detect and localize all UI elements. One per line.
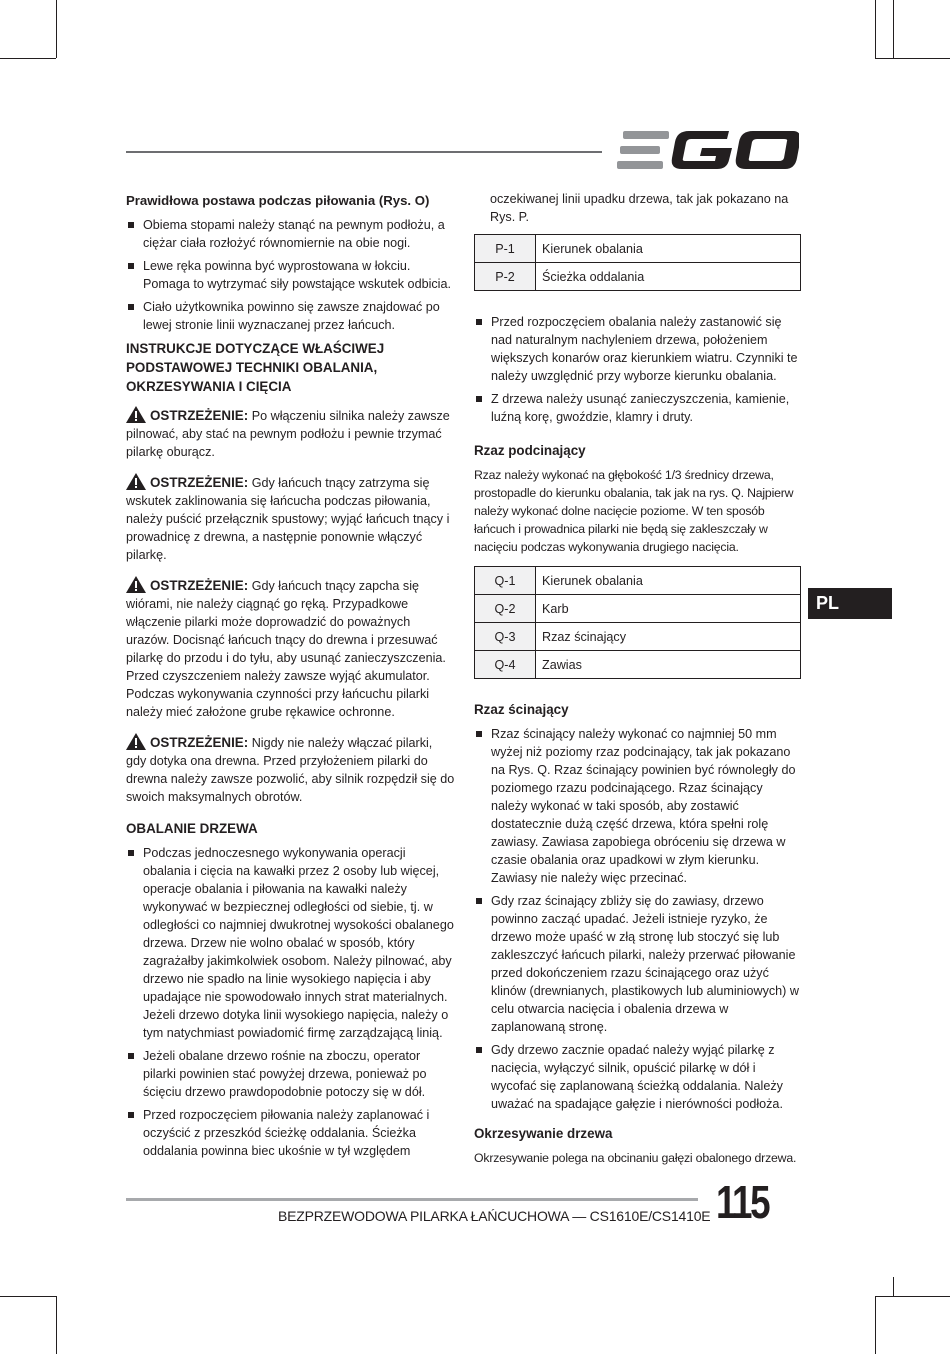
list-item [126,298,456,334]
list-item [474,390,802,426]
continued-text: oczekiwanej linii upadku drzewa, tak jak pokazano na Rys. P. [490,192,789,224]
warning-block [126,733,456,806]
crop-mark [56,1296,57,1354]
list-item-text: Jeżeli obalane drzewo rośnie na zboczu, operator pilarki powinien stać powyżej drzewa, ponieważ po ścięciu drzewo prawdopodobnie potoczy się w dół. [143,1049,427,1099]
list-item-text: Z drzewa należy usunąć zanieczyszczenia, kamienie, luźną korę, gwoździe, klamry i druty. [491,392,790,424]
table-cell-label: Zawias [536,651,801,679]
warning-block [126,473,456,564]
warning-text: Gdy łańcuch tnący zatrzyma się wskutek zaklinowania się łańcucha podczas piłowania, należy puścić przełącznik spustowy; wyjąć łańcuch tnący i prowadnicę z drewna, a następnie ponownie włączyć pilarkę. [126,476,450,562]
warning-label: OSTRZEŻENIE: [150,408,249,423]
table-cell-code: Q-3 [475,623,536,651]
list-item-text: Rzaz ścinający należy wykonać co najmniej 50 mm wyżej niż poziomy rzaz podcinający, tak jak pokazano na Rys. Q. Rzaz ścinający powinien być równoległy do poziomego rzazu podcinającego. Rzaz ścinający należy wykonać w taki sposób, aby zostawić dostatecznie dużą część drzewa, która spełni rolę zawiasy. Zawiasa zapobiega obróceniu się drzewa w czasie obalania oraz upadkowi w złym kierunku. Zawiasy nie należy więc przecinać. [491,727,796,885]
warning-triangle-icon [126,733,146,750]
list-item [126,1047,456,1101]
bullet-square-icon [128,850,134,856]
warning-label: OSTRZEŻENIE: [150,475,249,490]
crop-mark [875,1296,876,1354]
bullet-square-icon [128,263,134,269]
limbing-paragraph: Okrzesywanie polega na obcinaniu gałęzi obalonego drzewa. [474,1151,797,1165]
crop-mark [893,0,894,58]
header-rule [126,151,602,153]
warning-text: Po włączeniu silnika należy zawsze pilnować, aby stać na pewnym podłożu i pewnie trzymać pilarkę oburącz. [126,409,450,459]
table-cell-code: P-2 [475,263,536,291]
list-item [474,725,802,887]
table-row [475,235,801,263]
crop-mark [875,58,950,59]
table-cell-label: Rzaz ścinający [536,623,801,651]
warning-block [126,406,456,461]
stance-list [126,216,456,334]
list-item [474,313,802,385]
felling-cut-list [474,725,802,1113]
list-item [126,1106,456,1160]
table-row [475,567,801,595]
bullet-square-icon [476,319,482,325]
bullet-square-icon [476,396,482,402]
crop-mark [875,1296,950,1297]
list-item-text: Przed rozpoczęciem piłowania należy zaplanować i oczyścić z przeszkód ścieżkę oddalania. Ścieżka oddalania powinna biec ukośnie w tył względem [143,1108,430,1158]
footer-rule [126,1198,698,1201]
crop-mark [0,1296,56,1297]
language-tab: PL [808,588,892,619]
bullet-square-icon [476,1047,482,1053]
table-cell-code: P-1 [475,235,536,263]
heading-stance: Prawidłowa postawa podczas piłowania (Rys. O) [126,193,430,208]
crop-mark [56,0,57,58]
warning-text: Nigdy nie należy włączać pilarki, gdy dotyka ona drewna. Przed przyłożeniem pilarki do drewna należy zawsze pozwolić, aby silnik rozpędził się do swoich maksymalnych obrotów. [126,736,455,804]
heading-notch-cut: Rzaz podcinający [474,443,586,458]
crop-mark [0,58,56,59]
list-item-text: Obiema stopami należy stanąć na pewnym podłożu, a ciężar ciała rozłożyć równomiernie na obie nogi. [143,218,445,250]
felling-list [126,844,456,1160]
bullet-square-icon [128,1053,134,1059]
table-cell-code: Q-2 [475,595,536,623]
notch-cut-paragraph: Rzaz należy wykonać na głębokość 1/3 średnicy drzewa, prostopadle do kierunku obalania, tak jak na rys. Q. Najpierw należy wykonać dolne nacięcie poziome. W ten sposób łańcuch i prowadnica pilarki nie będą się zakleszczały w nacięciu podczas wykonywania drugiego nacięcia. [474,468,794,554]
warning-text: Gdy łańcuch tnący zapcha się wiórami, nie należy ciągnąć go ręką. Przypadkowe włączenie pilarki może doprowadzić do poważnych urazów. Docisnąć łańcuch tnący do drewna i przesuwać pilarkę do przodu i do tyłu, aby usunąć zanieczyszczenia. Przed czyszczeniem należy zawsze wyjąć akumulator. Podczas wykonywania czynności przy łańcuchu pilarki należy mieć założone grube rękawice ochronne. [126,579,446,719]
heading-limbing: Okrzesywanie drzewa [474,1126,613,1141]
list-item-text: Przed rozpoczęciem obalania należy zastanowić się nad naturalnym nachyleniem drzewa, położeniem większych konarów oraz kierunkiem wiatru. Czynniki te należy uwzględnić przy wyborze kierunku obalania. [491,315,798,383]
table-row [475,623,801,651]
crop-mark [875,0,876,58]
list-item [474,892,802,1036]
bullet-square-icon [476,731,482,737]
table-row [475,651,801,679]
table-row [475,595,801,623]
bullet-square-icon [128,1112,134,1118]
warning-triangle-icon [126,576,146,593]
table-cell-label: Kierunek obalania [536,235,801,263]
bullet-square-icon [476,898,482,904]
ego-logo [617,128,799,172]
warning-triangle-icon [126,406,146,423]
figure-p-legend-table [474,234,801,291]
footer-title: BEZPRZEWODOWA PILARKA ŁAŃCUCHOWA — CS1610E/CS1410E [278,1208,711,1224]
page-number: 115 [716,1176,769,1228]
right-column [474,190,802,1167]
list-item [126,216,456,252]
table-cell-code: Q-4 [475,651,536,679]
preparation-list [474,313,802,426]
table-cell-label: Kierunek obalania [536,567,801,595]
bullet-square-icon [128,304,134,310]
warning-block [126,576,456,721]
list-item [126,844,456,1042]
table-cell-label: Karb [536,595,801,623]
list-item-text: Ciało użytkownika powinno się zawsze znajdować po lewej stronie linii wyznaczanej przez łańcuch. [143,300,440,332]
warning-label: OSTRZEŻENIE: [150,578,249,593]
heading-felling: OBALANIE DRZEWA [126,821,258,836]
figure-q-legend-table [474,566,801,679]
list-item [474,1041,802,1113]
table-row [475,263,801,291]
warning-label: OSTRZEŻENIE: [150,735,249,750]
heading-technique: INSTRUKCJE DOTYCZĄCE WŁAŚCIWEJ PODSTAWOWEJ TECHNIKI OBALANIA, OKRZESYWANIA I CIĘCIA [126,341,385,394]
list-item-text: Lewe ręka powinna być wyprostowana w łokciu. Pomaga to wytrzymać siły powstające wskutek odbicia. [143,259,451,291]
bullet-square-icon [128,222,134,228]
table-cell-code: Q-1 [475,567,536,595]
list-item-text: Gdy rzaz ścinający zbliży się do zawiasy, drzewo powinno zacząć upadać. Jeżeli istnieje ryzyko, że drzewo może upaść w złą stronę lub stoczyć się lub zakleszczyć łańcuch pilarki, należy przerwać piłowanie przed dokończeniem rzazu ścinającego oraz użyć klinów (drewnianych, plastikowych lub aluminiowych) w celu otwarcia nacięcia i obalenia drzewa w zaplanowaną stronę. [491,894,799,1034]
crop-mark [893,1277,894,1296]
heading-felling-cut: Rzaz ścinający [474,702,569,717]
warning-triangle-icon [126,473,146,490]
list-item-text: Podczas jednoczesnego wykonywania operacji obalania i cięcia na kawałki przez 2 osoby lub więcej, operacje obalania i piłowania na kawałki należy wykonywać w bezpiecznej odległości od siebie, tj. w odległości co najmniej dwukrotnej wysokości obalanego drzewa. Drzew nie wolno obalać w sposób, który zagrażałby jakimkolwiek osobom. Należy pilnować, aby drzewo nie spadło na linie wysokiego napięcia i aby upadające nie spowodowało innych strat materialnych. Jeżeli drzewo dotyka linii wysokiego napięcia, należy o tym natychmiast powiadomić firmę zarządzającą linią. [143,846,454,1040]
list-item-text: Gdy drzewo zacznie opadać należy wyjąć pilarkę z nacięcia, wyłączyć silnik, opuścić pilarkę w dół i wycofać się zaplanowaną ścieżką oddalania. Należy uważać na spadające gałęzie i nierówności podłoża. [491,1043,783,1111]
list-item [126,257,456,293]
table-cell-label: Ścieżka oddalania [536,263,801,291]
left-column [126,192,456,1165]
